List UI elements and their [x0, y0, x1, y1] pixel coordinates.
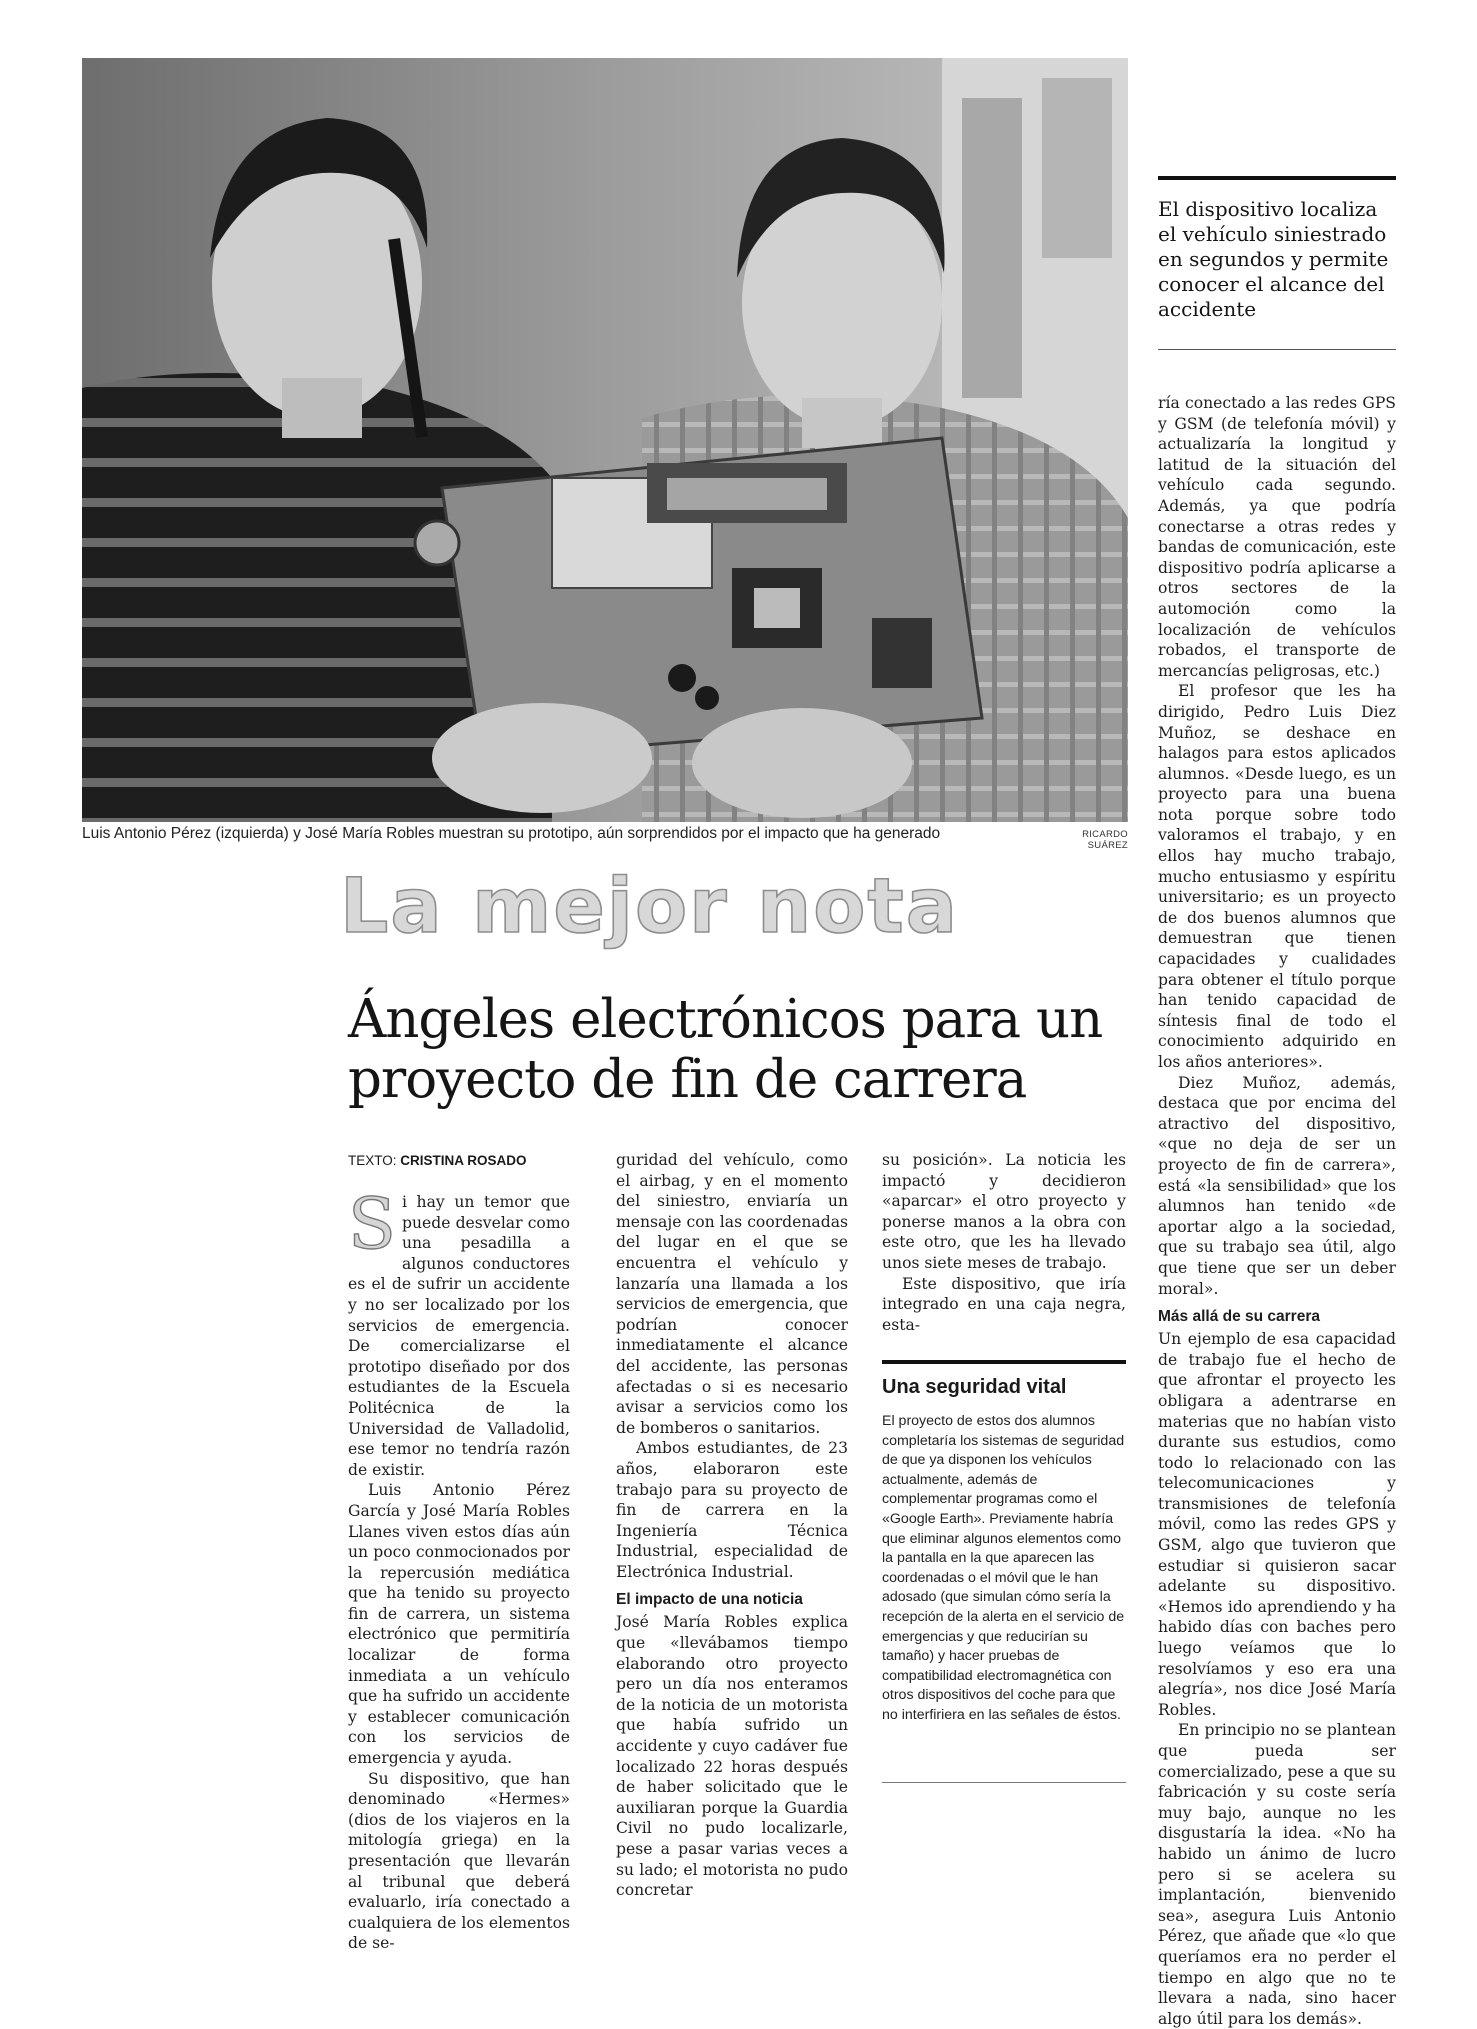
photo-illustration	[82, 58, 1128, 822]
article-column-4	[1158, 393, 1396, 2029]
article-paragraph: Luis Antonio Pérez García y José María Robles Llanes viven estos días aún un poco conmocionados por la repercusión mediática que ha tenido su proyecto fin de carrera, un sistema electrónico que permitiría localizar de forma inmediata a un vehículo que ha sufrido un accidente y establecer comunicación con los servicios de emergencia y ayuda.	[348, 1481, 570, 1768]
drop-cap: S	[348, 1183, 396, 1265]
photo-credit: RICARDO SUÁREZ	[1082, 829, 1128, 851]
pullquote-rule-top	[1158, 176, 1396, 180]
article-column-2	[616, 1150, 848, 1901]
article-paragraph: Este dispositivo, que iría integrado en una caja negra, esta-	[882, 1274, 1126, 1334]
byline-label: TEXTO:	[348, 1153, 397, 1168]
article-photo	[82, 58, 1128, 822]
article-paragraph: guridad del vehículo, como el airbag, y en el momento del siniestro, enviaría un mensaje con las coordenadas del lugar en el que se encuentra el vehículo y lanzaría una llamada a los servicios de emergencia, que podrían conocer inmediatamente el alcance del accidente, las personas afectadas o si es necesario avisar a servicios como los de bomberos o sanitarios.	[616, 1151, 848, 1437]
article-paragraph: El profesor que les ha dirigido, Pedro Luis Diez Muñoz, se deshace en halagos para estos aplicados alumnos. «Desde luego, es un proyecto para una buena nota porque sobre todo valoramos el trabajo, y en ellos hay mucho trabajo, mucho entusiasmo y espíritu universitario; es un proyecto de dos buenos alumnos que demuestran que tienen capacidades y cualidades para obtener el título porque han tenido capacidad de síntesis final de todo el conocimiento adquirido en los años anteriores».	[1158, 682, 1396, 1071]
byline-author: CRISTINA ROSADO	[400, 1153, 527, 1168]
article-paragraph: Su dispositivo, que han denominado «Hermes» (dios de los viajeros en la mitología griega) en la presentación que llevarán al tribunal que deberá evaluarlo, iría conectado a cualquiera de los elementos de se-	[348, 1769, 570, 1953]
sidebar-text: El proyecto de estos dos alumnos completaría los sistemas de seguridad de que ya disponen los vehículos actualmente, además de complementar programas como el «Google Earth». Previamente habría que eliminar algunos elementos como la pantalla en la que aparecen las coordenadas o el móvil que le han adosado (que simulan cómo sería la recepción de la alerta en el servicio de emergencias y que reducirían su tamaño) y hacer pruebas de compatibilidad electromagnética con otros dispositivos del coche para que no interfiriera en las señales de éstos.	[882, 1413, 1125, 1723]
pullquote-rule-bottom	[1158, 349, 1396, 350]
subheading: Más allá de su carrera	[1158, 1308, 1320, 1326]
article-paragraph: Ambos estudiantes, de 23 años, elaboraron este trabajo para su proyecto de fin de carrera en la Ingeniería Técnica Industrial, especialidad de Electrónica Industrial.	[616, 1439, 848, 1581]
article-column-3	[882, 1150, 1126, 1335]
pullquote: El dispositivo localiza el vehículo siniestrado en segundos y permite conocer el alcance del accidente	[1158, 197, 1389, 321]
sidebar-end-rule	[882, 1782, 1126, 1783]
article-paragraph	[348, 1183, 570, 1480]
subheading: El impacto de una noticia	[616, 1591, 803, 1609]
article-paragraph: Un ejemplo de esa capacidad de trabajo fue el hecho de que afrontar el proyecto les obligara a adentrarse en materias que no habían visto durante sus estudios, como todo lo relacionado con las telecomunicaciones y transmisiones de telefonía móvil, como las redes GPS y GSM, algo que tuvieron que estudiar si quisieron sacar adelante su dispositivo. «Hemos ido aprendiendo y ha habido días con baches pero luego veíamos que lo resolvíamos y eso era una alegría», nos dice José María Robles.	[1158, 1330, 1396, 1719]
article-paragraph: su posición». La noticia les impactó y decidieron «aparcar» el otro proyecto y ponerse manos a la obra con este otro, que les ha llevado unos siete meses de trabajo.	[882, 1151, 1126, 1272]
article-paragraph: Diez Muñoz, además, destaca que por encima del atractivo del dispositivo, «que no deja de ser un proyecto de fin de carrera», está «la sensibilidad» que los alumnos han tenido «de aportar algo a la sociedad, que su trabajo sea útil, algo que tiene que ser un deber moral».	[1158, 1073, 1396, 1298]
paragraph-text: i hay un temor que puede desvelar como una pesadilla a algunos conductores es el de sufrir un accidente y no ser localizado por los servicios de emergencia. De comercializarse el prototipo diseñado por dos estudiantes de la Escuela Politécnica de la Universidad de Valladolid, ese temor no tendría razón de existir.	[348, 1193, 570, 1479]
byline	[348, 1153, 608, 1168]
sidebar-rule	[882, 1360, 1126, 1364]
sidebar-title: Una seguridad vital	[882, 1376, 1067, 1398]
article-paragraph: José María Robles explica que «llevábamos tiempo elaborando otro proyecto pero un día nos enteramos de la noticia de un motorista que había sufrido un accidente y cuyo cadáver fue localizado 22 horas después de haber solicitado que le auxiliaran porque la Guardia Civil no pudo localizarle, pese a pasar varias veces a su lado; el motorista no pudo concretar	[616, 1613, 848, 1900]
photo-caption: Luis Antonio Pérez (izquierda) y José María Robles muestran su prototipo, aún sorprendidos por el impacto que ha generado	[82, 825, 941, 842]
article-paragraph: En principio no se plantean que pueda ser comercializado, pese a que su fabricación y su coste sería muy bajo, aunque no les disgustaría la idea. «No ha habido un ánimo de lucro pero si se acelera su implantación, bienvenido sea», asegura Luis Antonio Pérez, que añade que «lo que queríamos era no perder el tiempo en algo que no te llevara a nada, sino hacer algo útil para los demás».	[1158, 1721, 1396, 2028]
section-tag: La mejor nota	[340, 861, 960, 950]
article-column-1	[348, 1183, 570, 1954]
headline: Ángeles electrónicos para un proyecto de fin de carrera	[348, 989, 1103, 1110]
article-paragraph: ría conectado a las redes GPS y GSM (de telefonía móvil) y actualizaría la longitud y latitud de la situación del vehículo cada segundo. Además, ya que podría conectarse a otras redes y bandas de comunicación, este dispositivo podría aplicarse a otros sectores de la automoción como la localización de vehículos robados, el transporte de mercancías peligrosas, etc.)	[1158, 394, 1396, 680]
